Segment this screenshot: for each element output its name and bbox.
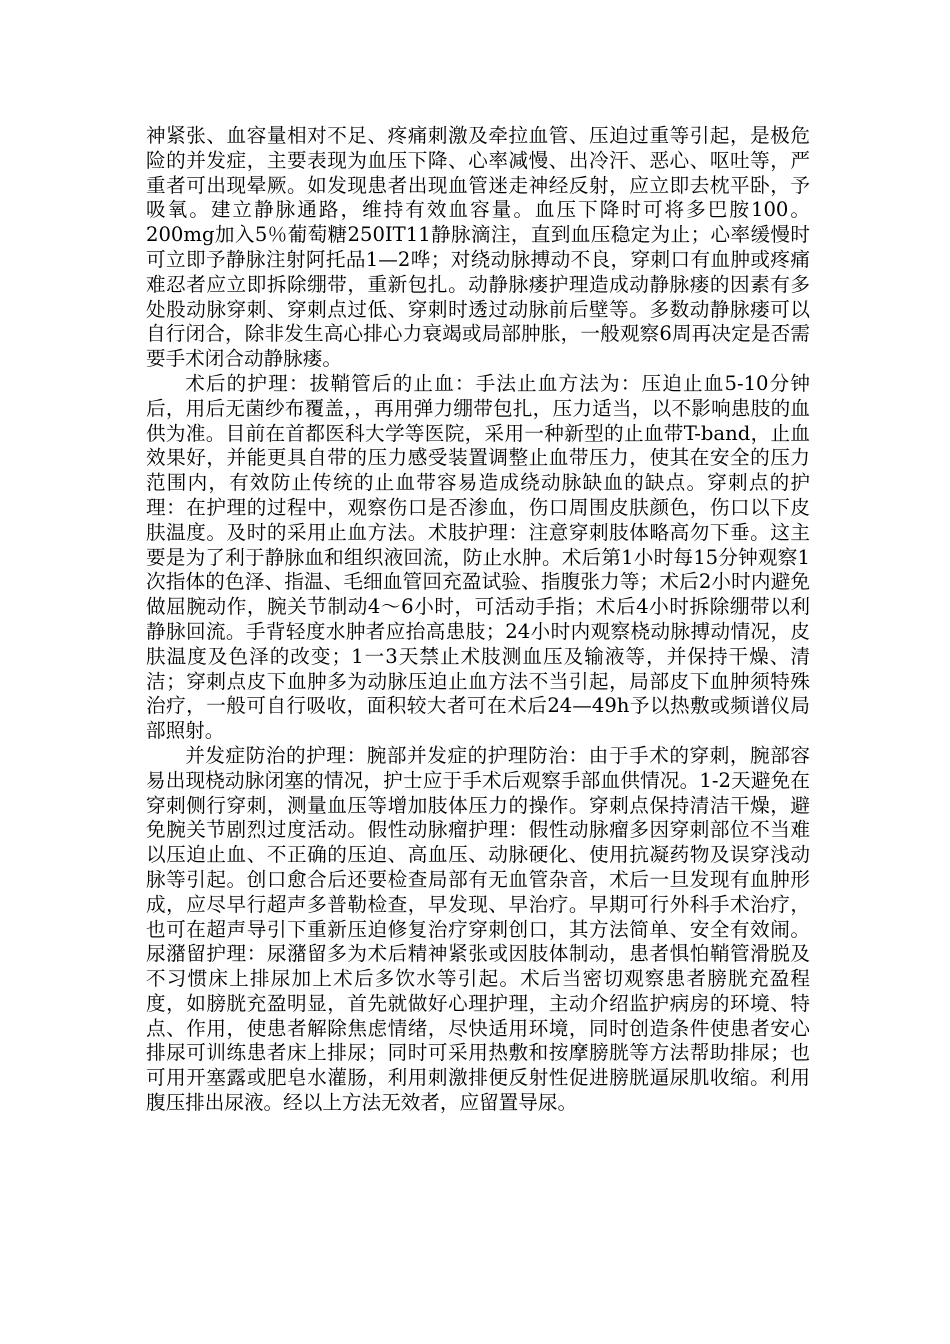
- paragraph-vasovagal-fistula: 神紧张、血容量相对不足、疼痛刺激及牵拉血管、压迫过重等引起，是极危险的并发症，主要表现为血压下降、心率减慢、出冷汗、恶心、呕吐等，严重者可出现晕厥。如发现患者出现血管迷走神经反射，应立即去枕平卧，予吸氧。建立静脉通路，维持有效血容量。血压下降时可将多巴胺100。200mg加入5％葡萄糖250IT11静脉滴注，直到血压稳定为止；心率缓慢时可立即予静脉注射阿托品1—2哗；对绕动脉搏动不良，穿刺口有血肿或疼痛难忍者应立即拆除绷带，重新包扎。动静脉瘘护理造成动静脉瘘的因素有多处股动脉穿刺、穿刺点过低、穿刺时透过动脉前后壁等。多数动静脉瘘可以自行闭合，除非发生高心排心力衰竭或局部肿胀，一般观察6周再决定是否需要手术闭合动静脉瘘。: [146, 124, 810, 371]
- paragraph-postoperative-care: 术后的护理：拔鞘管后的止血：手法止血方法为：压迫止血5-10分钟后，用后无菌纱布覆盖，，再用弹力绷带包扎，压力适当，以不影响患肢的血供为准。目前在首都医科大学等医院，采用一种新型的止血带T-band，止血效果好，并能更具自带的压力感受装置调整止血带压力，使其在安全的压力范围内，有效防止传统的止血带容易造成绕动脉缺血的缺点。穿刺点的护理：在护理的过程中，观察伤口是否渗血，伤口周围皮肤颜色，伤口以下皮肤温度。及时的采用止血方法。术肢护理：注意穿刺肢体略高勿下垂。这主要是为了利于静脉血和组织液回流，防止水肿。术后第1小时每15分钟观察1次指体的色泽、指温、毛细血管回充盈试验、指腹张力等；术后2小时内避免做屈腕动作，腕关节制动4～6小时，可活动手指；术后4小时拆除绷带以利静脉回流。手背轻度水肿者应抬高患肢；24小时内观察桡动脉搏动情况，皮肤温度及色泽的改变；1一3天禁止术肢测血压及输液等，并保持干燥、清洁；穿刺点皮下血肿多为动脉压迫止血方法不当引起，局部皮下血肿须特殊治疗，一般可自行吸收，面积较大者可在术后24—49h予以热敷或频谱仪局部照射。: [146, 371, 810, 743]
- document-page: [146, 124, 810, 1116]
- paragraph-complication-care: 并发症防治的护理：腕部并发症的护理防治：由于手术的穿刺，腕部容易出现桡动脉闭塞的情况，护士应于手术后观察手部血供情况。1-2天避免在穿刺侧行穿刺，测量血压等增加肢体压力的操作。穿刺点保持清洁干燥，避免腕关节剧烈过度活动。假性动脉瘤护理：假性动脉瘤多因穿刺部位不当难以压迫止血、不正确的压迫、高血压、动脉硬化、使用抗凝药物及误穿浅动脉等引起。创口愈合后还要检查局部有无血管杂音，术后一旦发现有血肿形成，应尽早行超声多普勒检查，早发现、早治疗。早期可行外科手术治疗，也可在超声导引下重新压迫修复治疗穿刺创口，其方法简单、安全有效闹。尿潴留护理：尿潴留多为术后精神紧张或因肢体制动，患者惧怕鞘管滑脱及不习惯床上排尿加上术后多饮水等引起。术后当密切观察患者膀胱充盈程度，如膀胱充盈明显，首先就做好心理护理，主动介绍监护病房的环境、特点、作用，使患者解除焦虑情绪，尽快适用环境，同时创造条件使患者安心排尿可训练患者床上排尿；同时可采用热敷和按摩膀胱等方法帮助排尿；也可用开塞露或肥皂水灌肠，利用刺激排便反射性促进膀胱逼尿肌收缩。利用腹压排出尿液。经以上方法无效者，应留置导尿。: [146, 743, 810, 1115]
